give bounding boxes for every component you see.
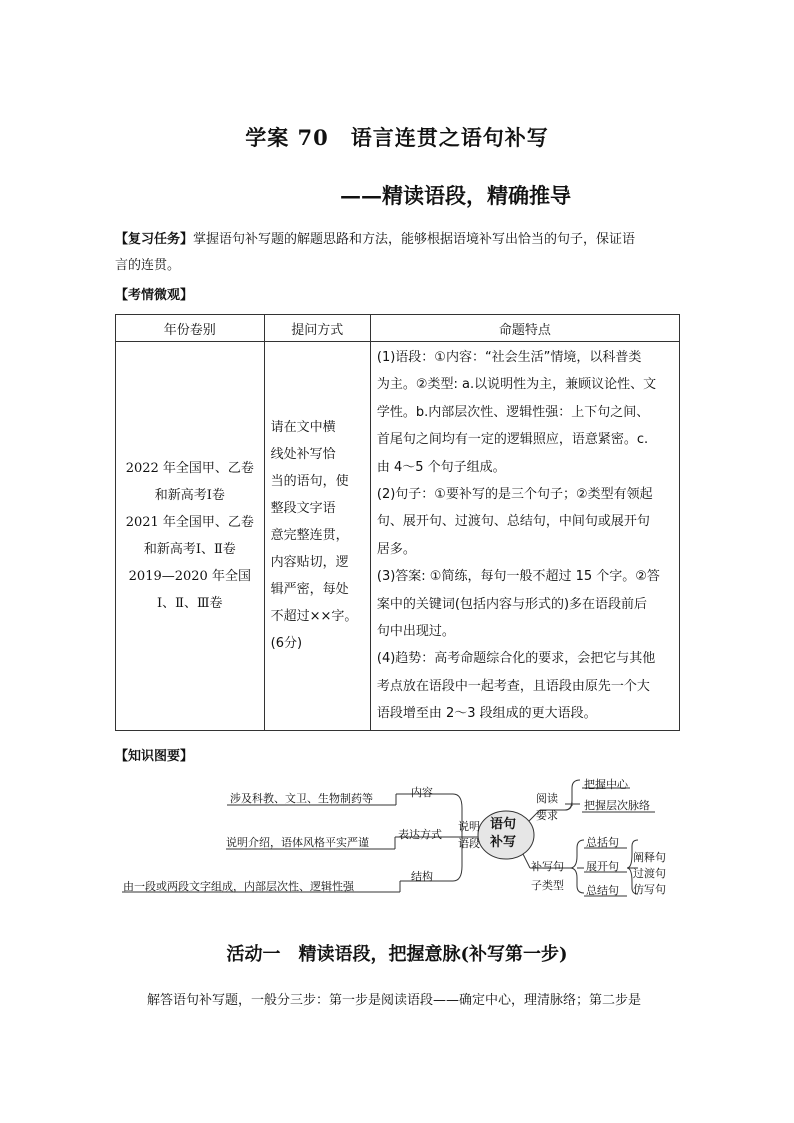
- question-line: 整段文字语: [270, 501, 336, 517]
- types-line: 子类型: [531, 879, 564, 892]
- question-line: 不超过××字。: [270, 609, 358, 625]
- types-sub: 阐释句: [633, 851, 666, 864]
- year-line: Ⅰ、Ⅱ、Ⅲ卷: [157, 595, 223, 611]
- knowledge-tag: 【知识图要】: [115, 749, 194, 764]
- feature-line: (2)句子：①要补写的是三个句子；②类型有领起: [376, 487, 653, 503]
- feature-line: 首尾句之间均有一定的逻辑照应，语意紧密。c.: [376, 432, 649, 448]
- feature-line: 学性。b.内部层次性、逻辑性强：上下句之间、: [376, 404, 650, 420]
- review-text-2: 言的连贯。: [115, 258, 181, 273]
- features-cell: [370, 342, 679, 731]
- types-line: 补写句: [531, 860, 564, 873]
- types-item: 展开句: [586, 860, 619, 873]
- question-line: (6分): [270, 636, 303, 652]
- table-header: 年份卷别: [116, 315, 265, 342]
- types-sub: 仿写句: [633, 883, 666, 896]
- center-line: 补写: [490, 835, 517, 850]
- table-row: [116, 342, 680, 731]
- review-task: [115, 227, 685, 279]
- structure-label: 结构: [411, 870, 433, 883]
- content-desc: 涉及科教、文卫、生物制药等: [230, 792, 373, 805]
- center-label: [490, 816, 516, 852]
- page-subtitle: ——精读语段，精确推导: [340, 183, 571, 208]
- expression-label: 表达方式: [398, 828, 442, 841]
- types-sub: 过渡句: [633, 867, 666, 880]
- feature-line: 句中出现过。: [376, 624, 455, 640]
- question-line: 当的语句，使: [270, 474, 349, 490]
- expository-branch: [458, 818, 480, 852]
- structure-desc: 由一段或两段文字组成，内部层次性、逻辑性强: [123, 880, 354, 893]
- year-line: 2019—2020 年全国: [128, 568, 251, 584]
- feature-line: (4)趋势：高考命题综合化的要求，会把它与其他: [376, 651, 656, 667]
- table-header: 提问方式: [264, 315, 370, 342]
- center-line: 语句: [490, 817, 517, 832]
- table-header-row: [116, 315, 680, 342]
- feature-line: 考点放在语段中一起考查，且语段由原先一个大: [376, 678, 650, 694]
- reading-item: 把握层次脉络: [584, 799, 650, 812]
- feature-line: 语段增至由 2～3 段组成的更大语段。: [376, 706, 597, 722]
- feature-line: (1)语段：①内容：“社会生活”情境，以科普类: [376, 350, 642, 365]
- reading-line: 阅读: [536, 792, 558, 805]
- types-item: 总结句: [586, 884, 619, 897]
- year-line: 2021 年全国甲、乙卷: [125, 514, 254, 530]
- year-line: 2022 年全国甲、乙卷: [125, 460, 254, 476]
- branch-line: 语段: [458, 837, 480, 850]
- page-title: 学案 70 语言连贯之语句补写: [245, 125, 549, 150]
- year-line: 和新高考Ⅰ、Ⅱ卷: [143, 541, 236, 557]
- reading-item: 把握中心: [584, 778, 628, 791]
- reading-line: 要求: [536, 809, 558, 822]
- feature-line: 由 4～5 个句子组成。: [376, 459, 506, 475]
- content-label: 内容: [411, 786, 433, 799]
- year-cell: [116, 342, 265, 731]
- expression-desc: 说明介绍，语体风格平实严谨: [226, 836, 369, 849]
- question-line: 线处补写恰: [270, 447, 336, 463]
- review-tag: 【复习任务】: [115, 232, 194, 247]
- review-text-1: 掌握语句补写题的解题思路和方法，能够根据语境补写出恰当的句子，保证语: [193, 232, 636, 247]
- table-header: 命题特点: [370, 315, 679, 342]
- types-label: [531, 857, 564, 895]
- feature-line: 句、展开句、过渡句、总结句，中间句或展开句: [376, 514, 650, 530]
- year-line: 和新高考Ⅰ卷: [154, 487, 225, 503]
- question-line: 辑严密，每处: [270, 582, 349, 598]
- exam-tag: 【考情微观】: [115, 288, 194, 303]
- branch-line: 说明: [458, 820, 480, 833]
- question-cell: [264, 342, 370, 731]
- question-line: 意完整连贯，: [270, 528, 349, 544]
- question-line: 请在文中横: [270, 420, 336, 436]
- types-item: 总括句: [586, 836, 619, 849]
- reading-label: [536, 790, 558, 824]
- feature-line: 案中的关键词(包括内容与形式的)多在语段前后: [376, 596, 648, 612]
- activity-title: 活动一 精读语段，把握意脉(补写第一步): [226, 944, 568, 965]
- feature-line: 居多。: [376, 541, 416, 557]
- question-line: 内容贴切，逻: [270, 555, 349, 571]
- feature-line: 为主。②类型: a.以说明性为主，兼顾议论性、文: [376, 377, 657, 393]
- exam-table: [115, 314, 680, 731]
- intro-text: 解答语句补写题，一般分三步：第一步是阅读语段——确定中心，理清脉络；第二步是: [147, 993, 642, 1008]
- feature-line: (3)答案: ①简练，每句一般不超过 15 个字。②答: [376, 569, 660, 585]
